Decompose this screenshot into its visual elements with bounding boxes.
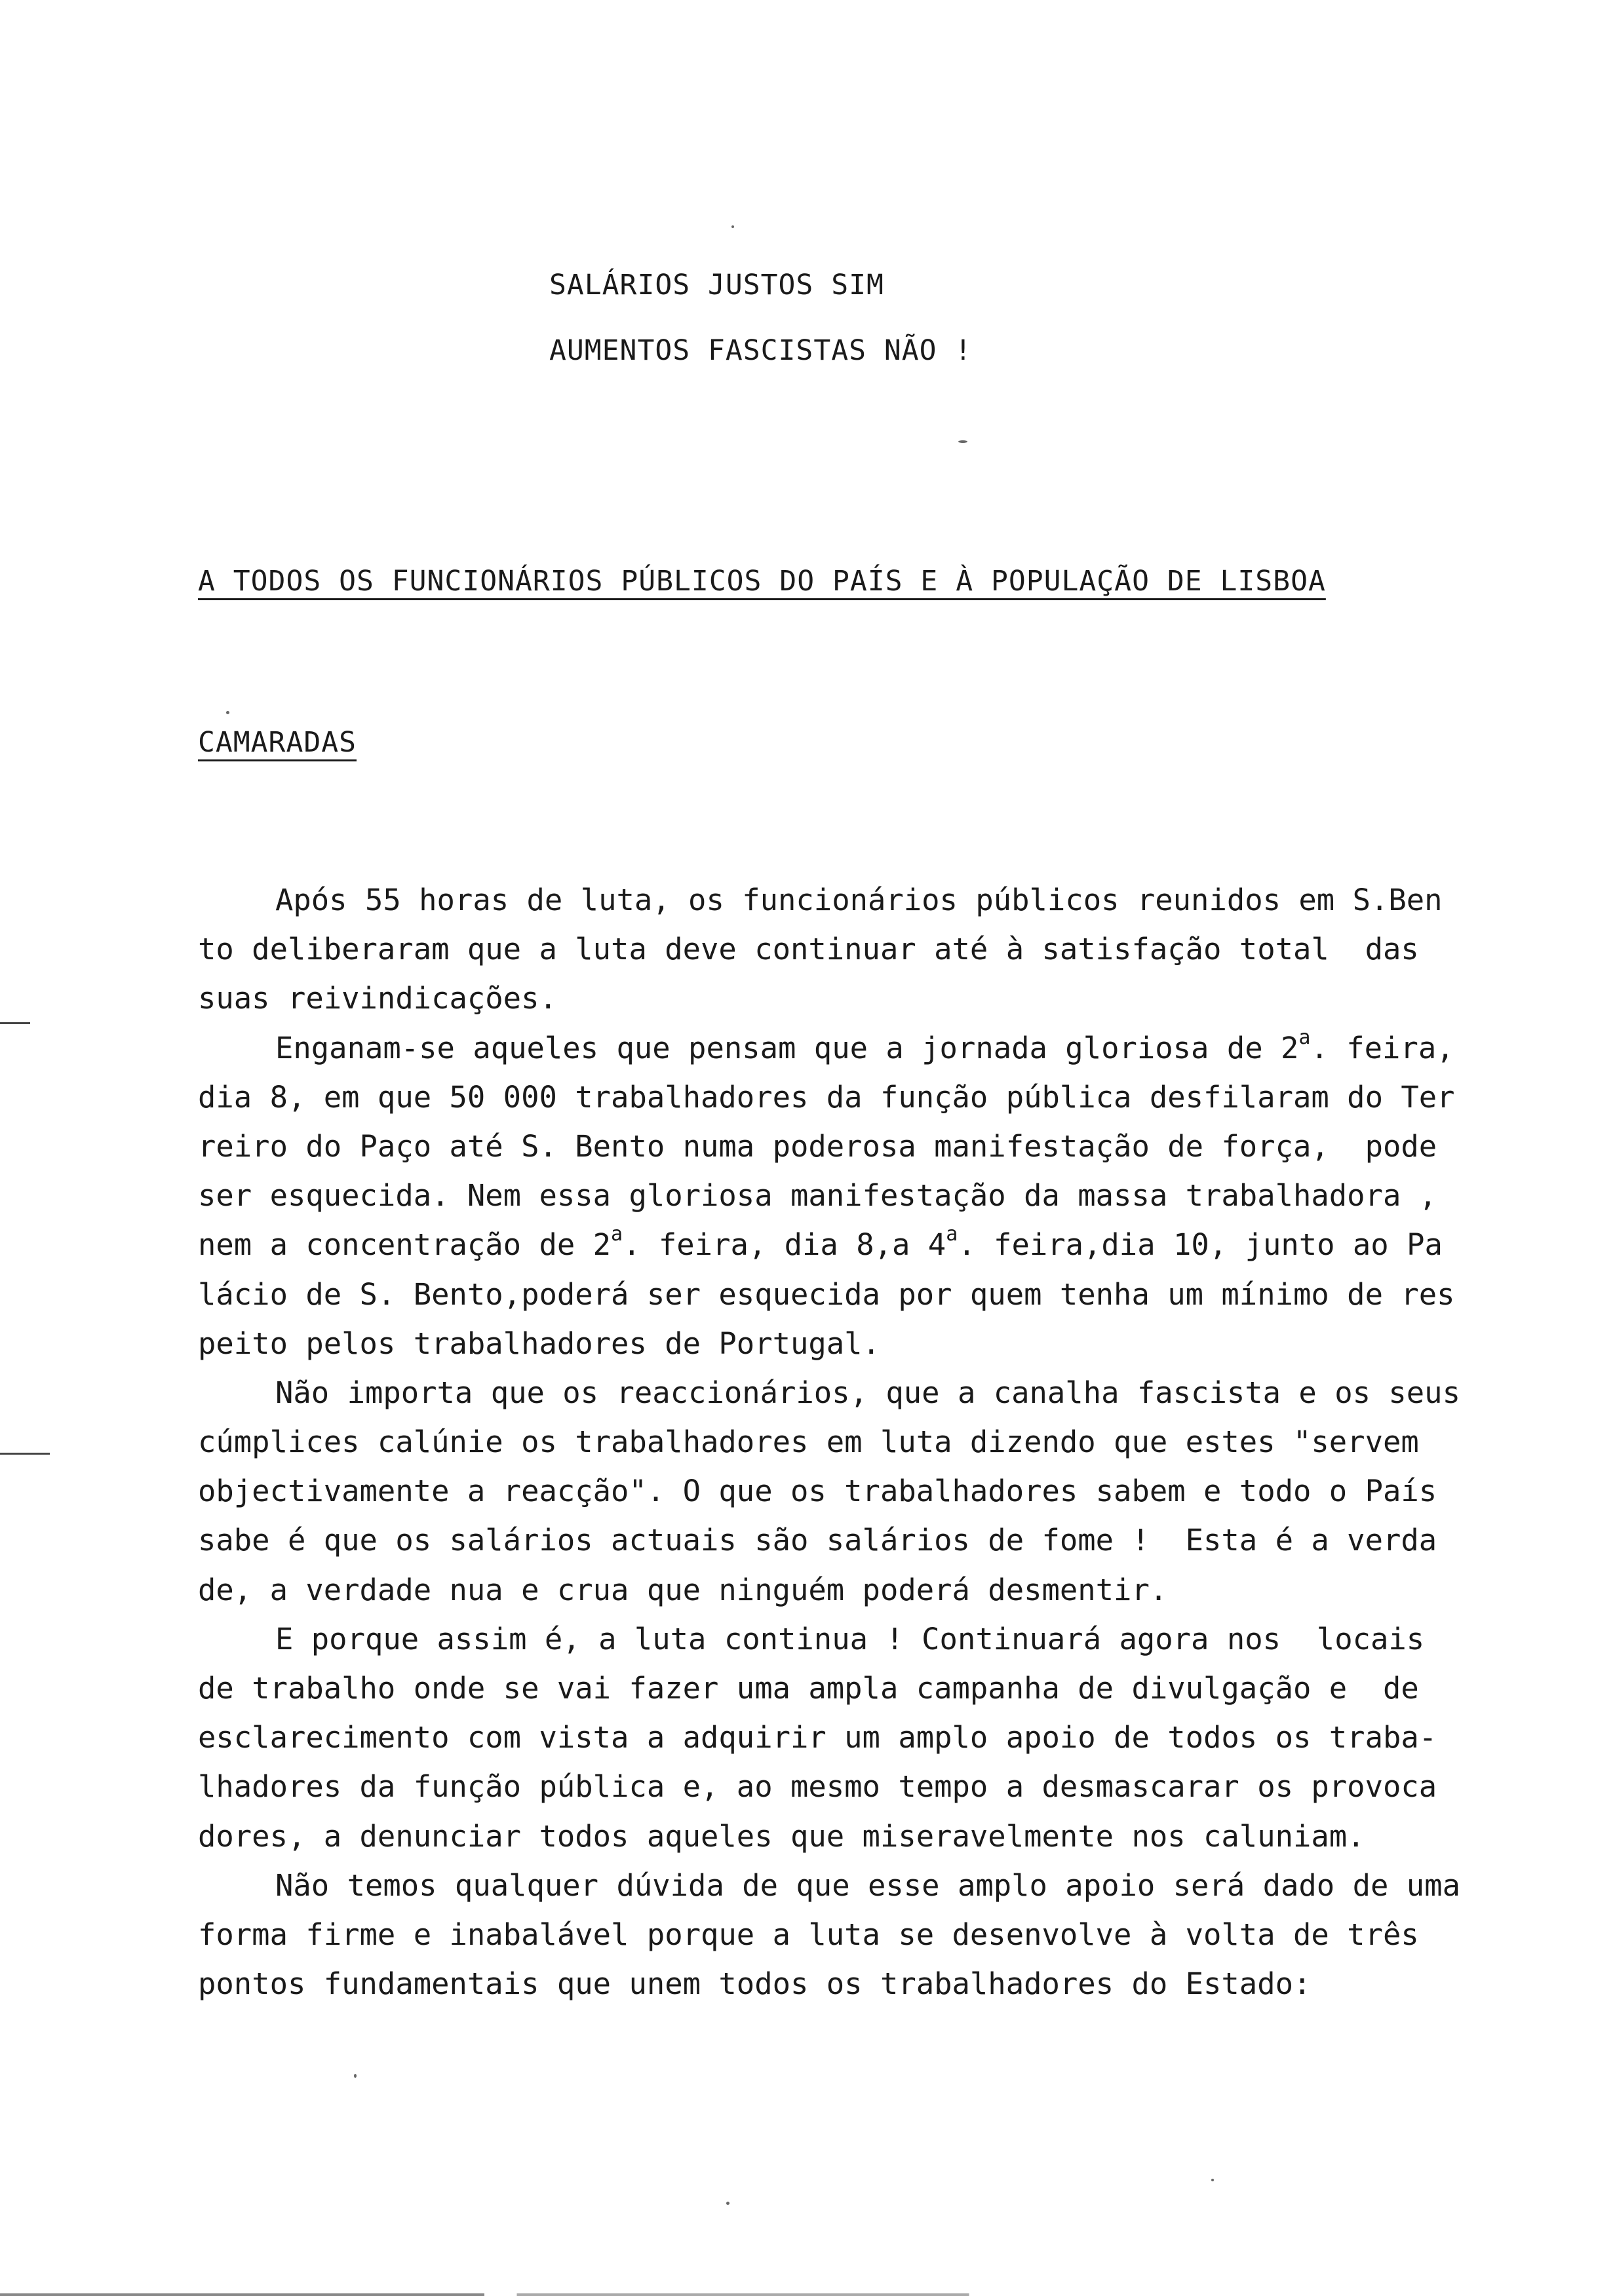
body-line-text: . feira, <box>1310 1030 1454 1065</box>
body-line: lácio de S. Bento,poderá ser esquecida por quem tenha um mínimo de res <box>198 1276 1455 1312</box>
scan-speck <box>1211 2179 1214 2181</box>
body-line: Não temos qualquer dúvida de que esse amplo apoio será dado de uma <box>275 1867 1460 1903</box>
scan-edge-mark <box>0 1022 30 1024</box>
scan-speck <box>226 711 229 714</box>
body-line: peito pelos trabalhadores de Portugal. <box>198 1326 880 1361</box>
body-line: dia 8, em que 50 000 trabalhadores da função pública desfilaram do Ter <box>198 1079 1455 1115</box>
body-line: cúmplices calúnie os trabalhadores em luta dizendo que estes "servem <box>198 1425 1419 1460</box>
scan-speck <box>354 2074 357 2078</box>
body-line: Não importa que os reaccionários, que a canalha fascista e os seus <box>275 1375 1460 1410</box>
body-line-text: Enganam-se aqueles que pensam que a jornada gloriosa de 2 <box>275 1030 1299 1065</box>
address-heading: A TODOS OS FUNCIONÁRIOS PÚBLICOS DO PAÍS E À POPULAÇÃO DE LISBOA <box>198 565 1326 598</box>
body-line: sabe é que os salários actuais são salários de fome ! Esta é a verda <box>198 1523 1437 1558</box>
body-line: de, a verdade nua e crua que ninguém poderá desmentir. <box>198 1572 1168 1607</box>
scan-speck <box>958 440 967 443</box>
body-line: to deliberaram que a luta deve continuar até à satisfação total das <box>198 932 1419 967</box>
body-line: de trabalho onde se vai fazer uma ampla campanha de divulgação e de <box>198 1671 1419 1706</box>
body-line-text: . feira,dia 10, junto ao Pa <box>958 1227 1443 1263</box>
salutation: CAMARADAS <box>198 726 357 759</box>
body-line: objectivamente a reacção". O que os trabalhadores sabem e todo o País <box>198 1474 1437 1509</box>
scan-speck <box>726 2202 730 2205</box>
body-line-text: . feira, dia 8,a 4 <box>623 1227 946 1263</box>
body-line: dores, a denunciar todos aqueles que miseravelmente nos caluniam. <box>198 1818 1365 1854</box>
body-line: lhadores da função pública e, ao mesmo tempo a desmascarar os provoca <box>198 1769 1437 1805</box>
body-line: reiro do Paço até S. Bento numa poderosa manifestação de força, pode <box>198 1128 1437 1164</box>
document-title-line-1: SALÁRIOS JUSTOS SIM <box>549 269 884 301</box>
ordinal-superscript: a <box>611 1223 623 1246</box>
ordinal-superscript: a <box>1298 1025 1311 1049</box>
document-title-line-2: AUMENTOS FASCISTAS NÃO ! <box>549 334 973 367</box>
ordinal-superscript: a <box>946 1223 958 1246</box>
body-line-text: nem a concentração de 2 <box>198 1227 612 1263</box>
body-text <box>198 875 1565 2008</box>
scan-speck <box>731 225 734 228</box>
body-line: esclarecimento com vista a adquirir um amplo apoio de todos os traba- <box>198 1720 1437 1755</box>
body-line: forma firme e inabalável porque a luta se desenvolve à volta de três <box>198 1917 1419 1952</box>
body-line: ser esquecida. Nem essa gloriosa manifestação da massa trabalhadora , <box>198 1178 1437 1214</box>
body-line: Após 55 horas de luta, os funcionários públicos reunidos em S.Ben <box>275 883 1443 917</box>
body-line <box>198 1024 1565 1073</box>
scan-bottom-edge <box>0 2293 1615 2296</box>
body-line <box>198 1220 1565 1269</box>
body-line: pontos fundamentais que unem todos os trabalhadores do Estado: <box>198 1966 1312 2002</box>
body-line: E porque assim é, a luta continua ! Continuará agora nos locais <box>275 1621 1425 1656</box>
scan-edge-mark <box>0 1453 50 1455</box>
body-line: suas reivindicações. <box>198 981 557 1016</box>
